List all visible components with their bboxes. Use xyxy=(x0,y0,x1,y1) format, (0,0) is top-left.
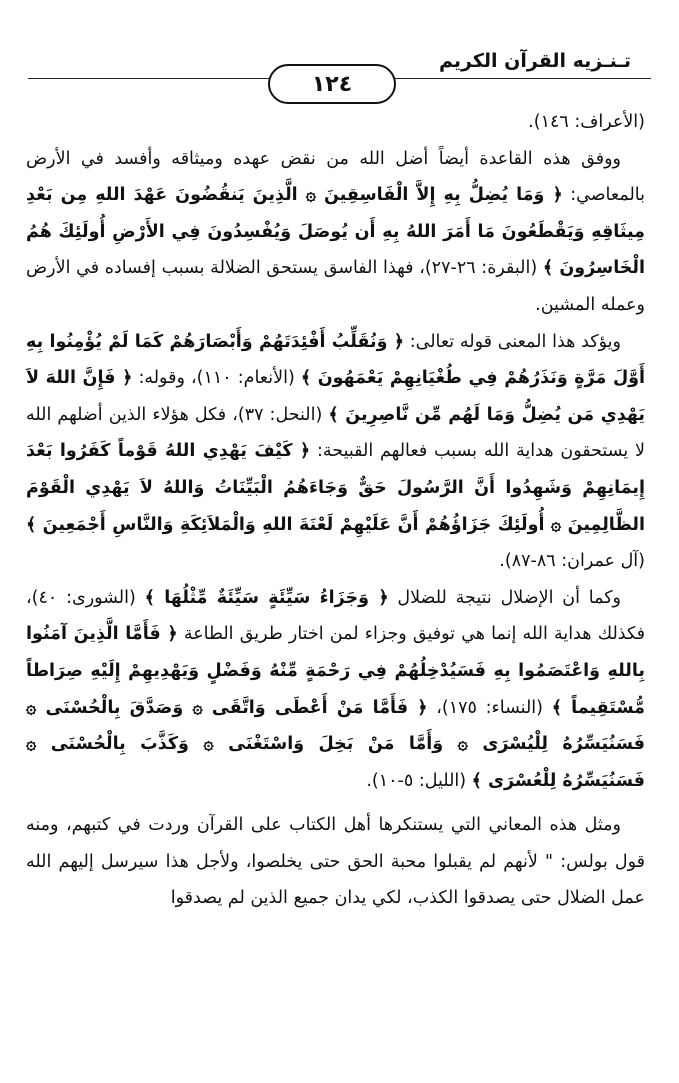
quran-verse-nahl: ﴿ فَإِنَّ اللهَ لاَ يَهْدِي مَن يُضِلُّ وَمَا لَهُم مِّن نَّاصِرِينَ ﴾ xyxy=(26,368,645,425)
paragraph-4 xyxy=(26,580,645,800)
running-title: تـنـزيه القرآن الكريم xyxy=(438,50,631,72)
body-text xyxy=(26,104,645,917)
reference-nisa: (النساء: ١٧٥)، xyxy=(427,697,552,718)
reference-shura: (الشورى: ٤٠)، فكذلك هداية الله إنما هي توفيق وجزاء لمن اختار طريق الطاعة xyxy=(26,587,645,645)
paragraph-5: ومثل هذه المعاني التي يستنكرها أهل الكتاب على القرآن وردت في كتبهم، ومنه قول بولس: " لأنهم لم يقبلوا محبة الحق حتى يخلصوا، ولأجل هذا سيرسل إليهم الله عمل الضلال حتى يصدقوا الكذب، لكي يدان جميع الذين لم يصدقوا xyxy=(26,815,645,909)
paragraph-2-tail: (البقرة: ٢٦-٢٧)، فهذا الفاسق يستحق الضلالة بسبب إفساده في الأرض وعمله المشين. xyxy=(26,258,645,315)
quran-verse-al-imran: ﴿ كَيْفَ يَهْدِي اللهُ قَوْماً كَفَرُوا بَعْدَ إِيمَانِهِمْ وَشَهِدُوا أَنَّ الرَّسُولَ حَقٌّ وَجَاءَهُمُ الْبَيِّنَاتُ وَاللهُ لاَ يَهْدِي الْقَوْمَ الظَّالِمِينَ ۞ أُولَئِكَ جَزَاؤُهُمْ أَنَّ عَلَيْهِمْ لَعْنَةَ اللهِ وَالْمَلاَئِكَةِ وَالنَّاسِ أَجْمَعِينَ ﴾ xyxy=(26,441,645,535)
reference-anam: (الأنعام: ١١٠)، وقوله: xyxy=(132,368,301,389)
paragraph-4-lead: وكما أن الإضلال نتيجة للضلال xyxy=(388,587,621,608)
paragraph-gap xyxy=(26,799,645,807)
quran-verse-baqarah: ﴿ وَمَا يُضِلُّ بِهِ إِلاَّ الْفَاسِقِينَ ۞ الَّذِينَ يَنقُضُونَ عَهْدَ اللهِ مِن بَعْدِ مِيثَاقِهِ وَيَقْطَعُونَ مَا أَمَرَ اللهُ بِهِ أَن يُوصَلَ وَيُفْسِدُونَ فِي الأَرْضِ أُولَئِكَ هُمُ الْخَاسِرُونَ ﴾ xyxy=(26,185,645,279)
paragraph-3-lead: ويؤكد هذا المعنى قوله تعالى: xyxy=(403,331,621,352)
paragraph-4-tail: (الليل: ٥-١٠). xyxy=(366,770,472,791)
quran-verse-layl: ﴿ فَأَمَّا مَنْ أَعْطَى وَاتَّقَى ۞ وَصَدَّقَ بِالْحُسْنَى ۞ فَسَنُيَسِّرُهُ لِلْيُسْرَى ۞ وَأَمَّا مَنْ بَخِلَ وَاسْتَغْنَى ۞ وَكَذَّبَ بِالْحُسْنَى ۞ فَسَنُيَسِّرُهُ لِلْعُسْرَى ﴾ xyxy=(26,697,645,791)
quran-verse-nisa: ﴿ فَأَمَّا الَّذِينَ آمَنُوا بِاللهِ وَاعْتَصَمُوا بِهِ فَسَيُدْخِلُهُمْ فِي رَحْمَةٍ مِّنْهُ وَفَضْلٍ وَيَهْدِيهِمْ إِلَيْهِ صِرَاطاً مُّسْتَقِيماً ﴾ xyxy=(26,624,645,718)
paragraph-2 xyxy=(26,141,645,324)
page-number-badge: ١٢٤ xyxy=(268,64,396,104)
paragraph-3-tail: (آل عمران: ٨٦-٨٧). xyxy=(499,551,645,572)
quran-verse-anam: ﴿ وَنُقَلِّبُ أَفْئِدَتَهُمْ وَأَبْصَارَهُمْ كَمَا لَمْ يُؤْمِنُوا بِهِ أَوَّلَ مَرَّةٍ وَنَذَرُهُمْ فِي طُغْيَانِهِمْ يَعْمَهُونَ ﴾ xyxy=(26,331,646,389)
paragraph-1: (الأعراف: ١٤٦). xyxy=(528,112,645,132)
quran-verse-shura: ﴿ وَجَزَاءُ سَيِّئَةٍ سَيِّئَةٌ مِّثْلُهَا ﴾ xyxy=(144,587,389,608)
reference-nahl: (النحل: ٣٧)، فكل هؤلاء الذين أضلهم الله لا يستحقون هداية الله بسبب فعالهم القبيحة: xyxy=(26,404,646,462)
paragraph-3 xyxy=(26,324,645,580)
paragraph-2-lead: ووفق هذه القاعدة أيضاً أضل الله من نقض عهده وميثاقه وأفسد في الأرض بالمعاصي: xyxy=(26,148,645,206)
